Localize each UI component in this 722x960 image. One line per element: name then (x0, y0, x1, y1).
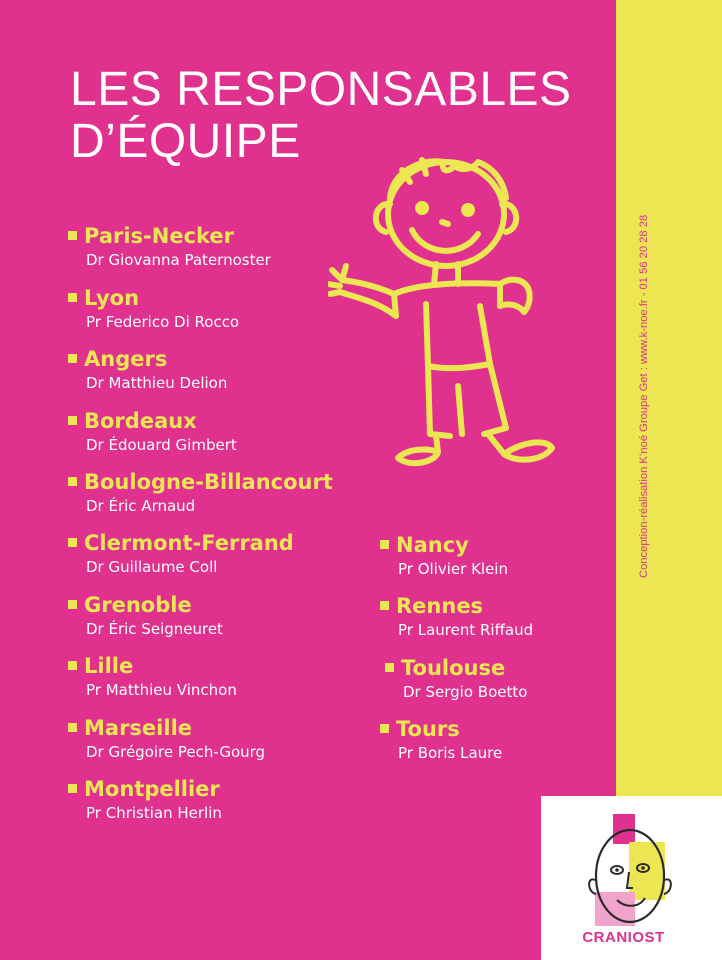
craniost-logo (541, 796, 722, 960)
face-logo-icon (585, 810, 675, 930)
team-city: Angers (84, 347, 168, 371)
square-bullet-icon (68, 600, 77, 609)
square-bullet-icon (68, 293, 77, 302)
square-bullet-icon (380, 724, 389, 733)
square-bullet-icon (68, 723, 77, 732)
team-city: Clermont-Ferrand (84, 531, 294, 555)
team-leader: Pr Christian Herlin (86, 804, 222, 822)
square-bullet-icon (68, 354, 77, 363)
team-city: Montpellier (84, 777, 220, 801)
team-leader: Dr Giovanna Paternoster (86, 251, 271, 269)
square-bullet-icon (380, 540, 389, 549)
child-drawing-icon (328, 152, 560, 470)
team-leader: Pr Boris Laure (398, 744, 503, 762)
square-bullet-icon (68, 661, 77, 670)
team-city: Grenoble (84, 593, 192, 617)
square-bullet-icon (385, 663, 394, 672)
team-leader: Dr Guillaume Coll (86, 558, 218, 576)
team-leader: Pr Federico Di Rocco (86, 313, 240, 331)
team-leader: Dr Sergio Boetto (403, 683, 528, 701)
team-city: Boulogne-Billancourt (84, 470, 333, 494)
team-city: Bordeaux (84, 409, 197, 433)
team-city: Lille (84, 654, 134, 678)
team-leader: Pr Olivier Klein (398, 560, 508, 578)
team-city: Nancy (396, 533, 469, 557)
credits-text: Conception-réalisation K’noé Groupe Get : www.k-noe.fr - 01 56 20 28 28 (638, 214, 650, 578)
team-city: Marseille (84, 716, 193, 740)
square-bullet-icon (68, 538, 77, 547)
team-leader: Dr Grégoire Pech-Gourg (86, 743, 266, 761)
square-bullet-icon (68, 784, 77, 793)
square-bullet-icon (68, 477, 77, 486)
team-city: Rennes (396, 594, 484, 618)
square-bullet-icon (68, 231, 77, 240)
team-city: Paris-Necker (84, 224, 235, 248)
team-city: Tours (396, 717, 460, 741)
team-leader: Pr Laurent Riffaud (398, 621, 534, 639)
team-leader: Pr Matthieu Vinchon (86, 681, 237, 699)
team-leader: Dr Édouard Gimbert (86, 436, 237, 454)
team-leader: Dr Éric Arnaud (86, 497, 196, 515)
logo-text: CRANIOST (582, 929, 665, 946)
team-leader: Dr Matthieu Delion (86, 374, 228, 392)
title-line-2: D’ÉQUIPE (70, 115, 301, 168)
team-city: Toulouse (401, 656, 506, 680)
team-city: Lyon (84, 286, 140, 310)
team-leader: Dr Éric Seigneuret (86, 620, 223, 638)
square-bullet-icon (380, 601, 389, 610)
square-bullet-icon (68, 416, 77, 425)
title-line-1: LES RESPONSABLES (70, 63, 572, 116)
